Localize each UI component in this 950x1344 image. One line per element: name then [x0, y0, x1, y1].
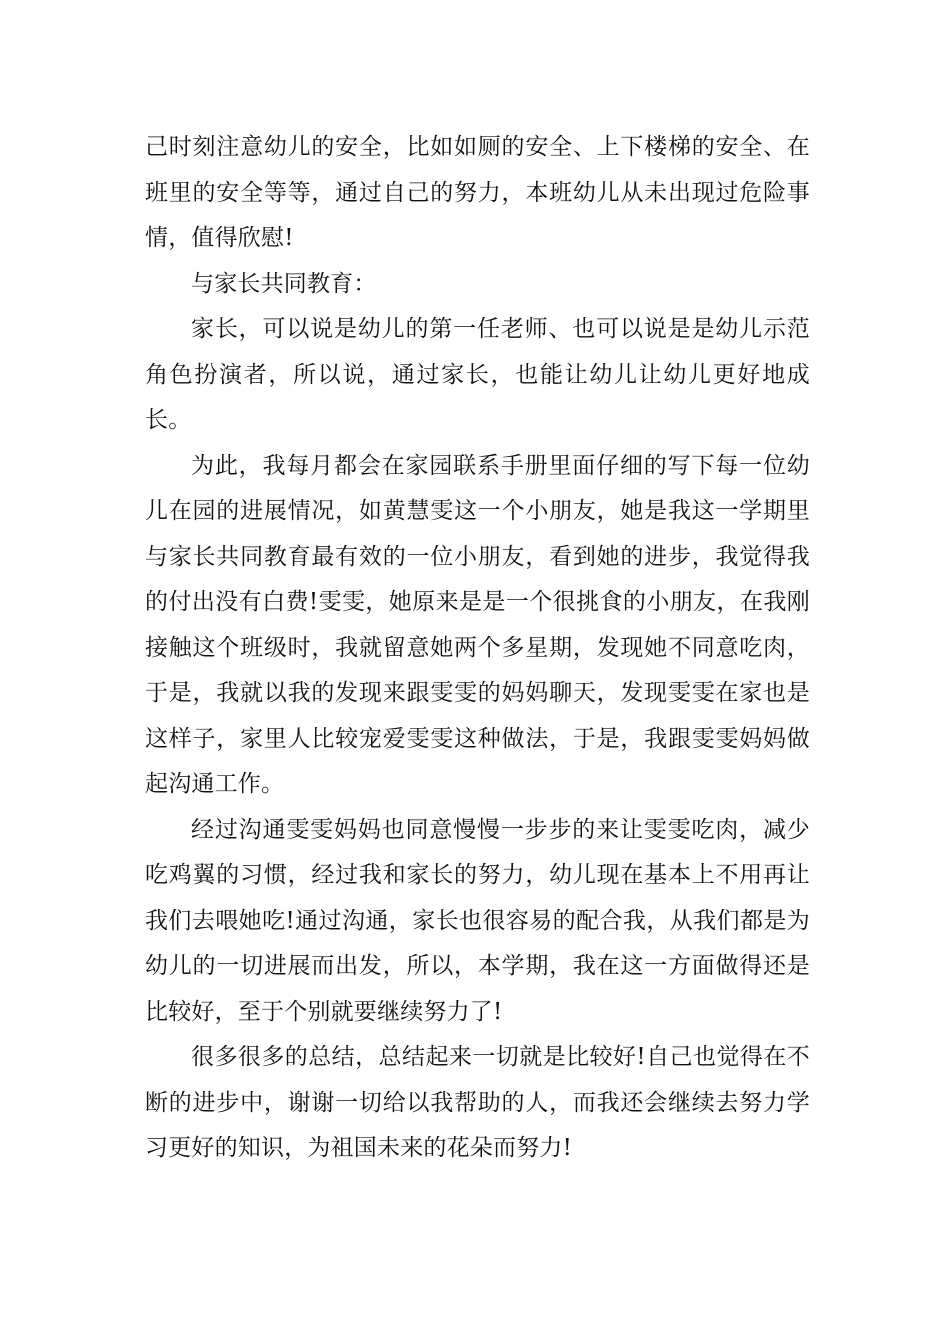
- body-text: [145, 125, 810, 1172]
- paragraph-summary: 很多很多的总结，总结起来一切就是比较好!自己也觉得在不断的进步中，谢谢一切给以我帮助的人，而我还会继续去努力学习更好的知识，为祖国未来的花朵而努力!: [145, 1044, 810, 1161]
- paragraph-communication-result: 经过沟通雯雯妈妈也同意慢慢一步步的来让雯雯吃肉，减少吃鸡翼的习惯，经过我和家长的努力，幼儿现在基本上不用再让我们去喂她吃!通过沟通，家长也很容易的配合我，从我们都是为幼儿的一切进展而出发，所以，本学期，我在这一方面做得还是比较好，至于个别就要继续努力了!: [145, 816, 810, 1025]
- section-heading-parent-education: 与家长共同教育：: [191, 270, 377, 297]
- paragraph-parents-role: 家长，可以说是幼儿的第一任老师、也可以说是是幼儿示范角色扮演者，所以说，通过家长，也能让幼儿让幼儿更好地成长。: [145, 316, 810, 433]
- paragraph-safety: 己时刻注意幼儿的安全，比如如厕的安全、上下楼梯的安全、在班里的安全等等，通过自己的努力，本班幼儿从未出现过危险事情，值得欣慰!: [145, 134, 810, 251]
- paragraph-contact-handbook: 为此，我每月都会在家园联系手册里面仔细的写下每一位幼儿在园的进展情况，如黄慧雯这一个小朋友，她是我这一学期里与家长共同教育最有效的一位小朋友，看到她的进步，我觉得我的付出没有白费!雯雯，她原来是是一个很挑食的小朋友，在我刚接触这个班级时，我就留意她两个多星期，发现她不同意吃肉，于是，我就以我的发现来跟雯雯的妈妈聊天，发现雯雯在家也是这样子，家里人比较宠爱雯雯这种做法，于是，我跟雯雯妈妈做起沟通工作。: [145, 452, 810, 797]
